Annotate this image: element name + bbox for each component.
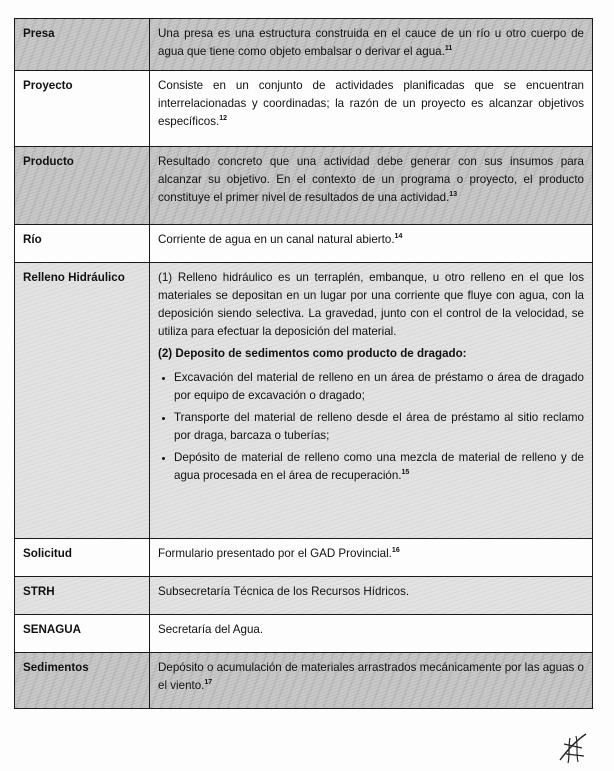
table-row <box>15 225 593 263</box>
term-cell: Presa <box>15 19 150 71</box>
term-cell: Solicitud <box>15 539 150 577</box>
definition-subheading: (2) Deposito de sedimentos como producto de dragado: <box>158 347 467 360</box>
definition-text: Consiste en un conjunto de actividades planificadas que se encuentran interrelacionadas y coordinadas; la razón de un proyecto es alcanzar objetivos específicos. <box>158 79 584 128</box>
definition-cell <box>150 147 593 225</box>
footnote-ref: 13 <box>449 191 458 198</box>
definition-cell <box>150 577 593 615</box>
table-row <box>15 577 593 615</box>
definition-cell <box>150 225 593 263</box>
definition-paragraph: (1) Relleno hidráulico es un terraplén, embanque, u otro relleno en el que los materiales se depositan en un lugar por una corriente que fluye con agua, con la deposición siendo selectiva. La gravedad, junto con el control de la velocidad, se utiliza para efectuar la deposición del material. <box>158 271 584 338</box>
glossary-table <box>14 18 593 709</box>
bullet-list <box>158 369 584 485</box>
footnote-ref: 14 <box>394 233 403 240</box>
definition-text: Formulario presentado por el GAD Provincial. <box>158 547 392 560</box>
term-cell: Río <box>15 225 150 263</box>
footnote-ref: 17 <box>204 679 213 686</box>
term-cell: Sedimentos <box>15 653 150 709</box>
definition-text: Resultado concreto que una actividad debe generar con sus insumos para alcanzar su objetivo. En el contexto de un programa o proyecto, el producto constituye el primer nivel de resultados de una actividad. <box>158 155 584 204</box>
footnote-ref: 15 <box>401 469 410 476</box>
table-row <box>15 263 593 539</box>
definition-text: Depósito o acumulación de materiales arrastrados mecánicamente por las aguas o el viento. <box>158 661 584 692</box>
definition-cell <box>150 19 593 71</box>
term-cell: Producto <box>15 147 150 225</box>
definition-cell <box>150 539 593 577</box>
list-item: • Excavación del material de relleno en un área de préstamo o área de dragado por equipo de excavación o dragado; <box>174 369 584 405</box>
list-item: • Transporte del material de relleno desde el área de préstamo al sitio reclamo por draga, barcaza o tuberías; <box>174 409 584 445</box>
definition-text: Secretaría del Agua. <box>158 623 264 636</box>
term-cell: STRH <box>15 577 150 615</box>
table-row <box>15 147 593 225</box>
definition-text: Subsecretaría Técnica de los Recursos Hídricos. <box>158 585 410 598</box>
footnote-ref: 11 <box>444 45 453 52</box>
list-item-text: Depósito de material de relleno como una mezcla de material de relleno y de agua procesada en el área de recuperación. <box>174 451 584 482</box>
table-row <box>15 615 593 653</box>
table-row <box>15 19 593 71</box>
table-row <box>15 539 593 577</box>
footnote-ref: 12 <box>219 115 228 122</box>
term-cell: Proyecto <box>15 71 150 147</box>
footnote-ref: 16 <box>391 547 400 554</box>
definition-cell <box>150 653 593 709</box>
definition-cell <box>150 615 593 653</box>
definition-cell <box>150 71 593 147</box>
term-cell: SENAGUA <box>15 615 150 653</box>
signature-mark <box>556 730 592 766</box>
definition-cell <box>150 263 593 539</box>
term-cell: Relleno Hidráulico <box>15 263 150 539</box>
table-row <box>15 653 593 709</box>
table-row <box>15 71 593 147</box>
definition-text: Una presa es una estructura construida en el cauce de un río u otro cuerpo de agua que tiene como objeto embalsar o derivar el agua. <box>158 27 584 58</box>
definition-text: Corriente de agua en un canal natural abierto. <box>158 233 395 246</box>
list-item <box>174 449 584 485</box>
